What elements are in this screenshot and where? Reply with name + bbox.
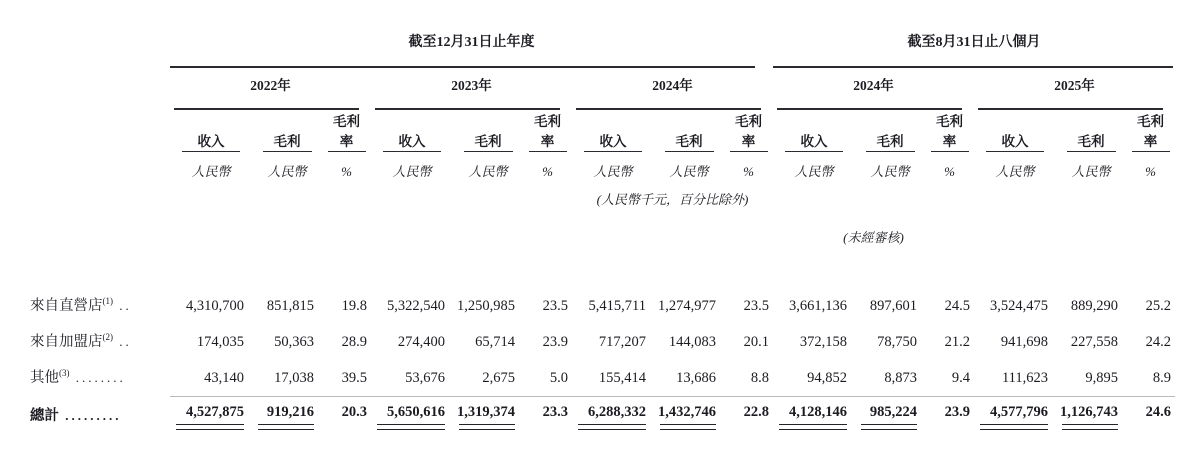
value-cell (974, 334, 1056, 358)
value-cell (974, 402, 1056, 430)
year-rule (576, 96, 761, 110)
column-header-revenue: 收入 (197, 134, 225, 149)
unit-rmb: 人民幣 (995, 164, 1035, 179)
period-group-header-row (30, 28, 1204, 54)
value-text: 24.2 (1145, 334, 1171, 350)
unit-percent: % (743, 164, 754, 179)
value-text: 155,414 (598, 370, 646, 386)
value-text: 25.2 (1145, 298, 1171, 314)
value-cell (252, 298, 322, 322)
unit-percent: % (341, 164, 352, 179)
value-text: 23.9 (944, 404, 970, 420)
value-text: 8.8 (750, 370, 769, 386)
value-text: 24.6 (1145, 404, 1171, 420)
value-cell (855, 370, 925, 394)
value-text: 5,415,711 (588, 298, 646, 314)
double-underline (377, 424, 445, 430)
value-cell (170, 370, 252, 394)
column-header-gross-margin: 毛利率 (735, 114, 762, 149)
value-cell (322, 402, 371, 421)
unit-rmb: 人民幣 (191, 164, 231, 179)
column-header-revenue: 收入 (398, 134, 426, 149)
double-underline (660, 424, 716, 430)
value-cell (322, 298, 371, 322)
double-underline (176, 424, 244, 430)
value-cell (453, 402, 523, 430)
value-cell (724, 334, 773, 358)
year-rule (777, 96, 962, 110)
unaudited-note: (未經審核) (843, 230, 904, 245)
value-cell (925, 298, 974, 322)
value-cell (1126, 334, 1175, 358)
value-text: 111,623 (1001, 370, 1048, 386)
value-text: 174,035 (196, 334, 244, 350)
group-rule-eight-months (773, 52, 1173, 68)
value-cell (925, 334, 974, 358)
table-row (30, 286, 1204, 322)
value-cell (322, 334, 371, 358)
year-2024: 2024年 (652, 78, 693, 93)
row-label-text: 來自加盟店 (30, 334, 103, 350)
value-text: 227,558 (1070, 334, 1118, 350)
table-row (30, 322, 1204, 358)
year-header-row (30, 68, 1204, 98)
column-header-gross-margin: 毛利率 (534, 114, 561, 149)
unit-rmb: 人民幣 (392, 164, 432, 179)
value-cell (1056, 334, 1126, 358)
value-text: 3,661,136 (789, 298, 847, 314)
column-header-revenue: 收入 (800, 134, 828, 149)
unit-note-row (30, 182, 1204, 208)
unit-rmb: 人民幣 (669, 164, 709, 179)
column-rule (572, 151, 654, 152)
value-cell (654, 370, 724, 394)
value-text: 24.5 (944, 298, 970, 314)
value-text: 78,750 (877, 334, 917, 350)
value-cell (925, 402, 974, 421)
value-text: 919,216 (266, 404, 314, 420)
value-text: 8.9 (1152, 370, 1171, 386)
value-text: 6,288,332 (588, 404, 646, 420)
value-cell (170, 402, 252, 430)
table-body (30, 286, 1204, 432)
value-cell (1056, 298, 1126, 322)
unit-percent: % (1145, 164, 1156, 179)
value-cell (654, 298, 724, 322)
unit-percent: % (542, 164, 553, 179)
value-text: 22.8 (743, 404, 769, 420)
value-text: 5,322,540 (387, 298, 445, 314)
double-underline (861, 424, 917, 430)
value-cell (572, 298, 654, 322)
value-text: 851,815 (266, 298, 314, 314)
value-cell (773, 402, 855, 430)
unit-rmb: 人民幣 (267, 164, 307, 179)
value-text: 4,310,700 (186, 298, 244, 314)
row-label-text: 來自直營店 (30, 298, 103, 314)
double-underline (1062, 424, 1118, 430)
value-cell (773, 370, 855, 394)
column-header-gross-profit: 毛利 (876, 134, 904, 149)
value-text: 1,274,977 (658, 298, 716, 314)
value-text: 5,650,616 (387, 404, 445, 420)
value-cell (1126, 298, 1175, 322)
year-rule (978, 96, 1163, 110)
group-rule-annual (170, 52, 755, 68)
value-text: 1,126,743 (1060, 404, 1118, 420)
value-text: 28.9 (341, 334, 367, 350)
value-cell (453, 370, 523, 394)
value-cell (453, 334, 523, 358)
double-underline (980, 424, 1048, 430)
group-header-rule-row (30, 54, 1204, 68)
value-text: 5.0 (549, 370, 568, 386)
value-text: 4,128,146 (789, 404, 847, 420)
value-cell (371, 370, 453, 394)
column-header-gross-margin: 毛利率 (936, 114, 963, 149)
column-header-gross-margin: 毛利率 (1137, 114, 1164, 149)
row-label (30, 366, 170, 394)
row-label (30, 402, 170, 425)
value-cell (855, 298, 925, 322)
column-header-gross-profit: 毛利 (474, 134, 502, 149)
value-cell (170, 334, 252, 358)
year-rule-row (30, 98, 1204, 110)
value-text: 897,601 (869, 298, 917, 314)
unaudited-note-row (30, 208, 1204, 248)
dot-leader: .. (113, 298, 132, 313)
row-label (30, 294, 170, 322)
value-text: 941,698 (1000, 334, 1048, 350)
value-cell (170, 298, 252, 322)
row-label-text: 總計 (30, 408, 59, 424)
double-underline (578, 424, 646, 430)
value-cell (654, 334, 724, 358)
double-underline (459, 424, 515, 430)
column-rule (773, 151, 855, 152)
value-cell (523, 334, 572, 358)
column-rule (523, 151, 572, 152)
value-cell (572, 334, 654, 358)
row-label (30, 330, 170, 358)
value-cell (1056, 370, 1126, 394)
column-rule (855, 151, 925, 152)
column-rule (1126, 151, 1175, 152)
unit-rmb: 人民幣 (1071, 164, 1111, 179)
value-text: 23.5 (542, 298, 568, 314)
value-text: 39.5 (341, 370, 367, 386)
column-header-gross-profit: 毛利 (675, 134, 703, 149)
column-rule (925, 151, 974, 152)
footnote-marker: (3) (59, 368, 70, 379)
double-underline (258, 424, 314, 430)
column-rule (322, 151, 371, 152)
value-text: 50,363 (274, 334, 314, 350)
column-rule (1056, 151, 1126, 152)
value-text: 1,319,374 (457, 404, 515, 420)
unit-rmb: 人民幣 (593, 164, 633, 179)
column-header-revenue: 收入 (1001, 134, 1029, 149)
period-group-annual: 截至12月31日止年度 (408, 35, 535, 50)
value-text: 8,873 (884, 370, 917, 386)
total-separator-row (30, 394, 1204, 402)
value-cell (1126, 370, 1175, 394)
value-cell (855, 402, 925, 430)
value-text: 1,432,746 (658, 404, 716, 420)
column-header-gross-margin: 毛利率 (333, 114, 360, 149)
value-cell (252, 370, 322, 394)
value-text: 17,038 (274, 370, 314, 386)
year-2025-8m: 2025年 (1054, 78, 1095, 93)
value-cell (572, 402, 654, 430)
row-label-text: 其他 (30, 370, 59, 386)
value-cell (523, 370, 572, 394)
column-rule (724, 151, 773, 152)
value-text: 889,290 (1070, 298, 1118, 314)
value-cell (724, 298, 773, 322)
unit-rmb: 人民幣 (468, 164, 508, 179)
value-cell (974, 370, 1056, 394)
value-text: 3,524,475 (990, 298, 1048, 314)
footnote-marker: (2) (102, 332, 113, 343)
unit-rmb: 人民幣 (794, 164, 834, 179)
value-text: 20.3 (341, 404, 367, 420)
value-cell (855, 334, 925, 358)
header-body-spacer (30, 248, 1204, 286)
value-text: 94,852 (807, 370, 847, 386)
dot-leader: ........ (69, 370, 126, 385)
column-rule (654, 151, 724, 152)
value-text: 43,140 (204, 370, 244, 386)
unit-rmb: 人民幣 (870, 164, 910, 179)
footnote-marker: (1) (102, 296, 113, 307)
value-cell (523, 298, 572, 322)
value-cell (773, 334, 855, 358)
value-text: 21.2 (944, 334, 970, 350)
column-rule (252, 151, 322, 152)
value-text: 274,400 (397, 334, 445, 350)
unit-percent: % (944, 164, 955, 179)
value-text: 20.1 (743, 334, 769, 350)
column-rule (453, 151, 523, 152)
value-text: 1,250,985 (457, 298, 515, 314)
units-row (30, 152, 1204, 182)
total-row (30, 402, 1204, 432)
value-cell (523, 402, 572, 421)
value-text: 19.8 (341, 298, 367, 314)
column-header-row (30, 110, 1204, 149)
value-cell (773, 298, 855, 322)
value-cell (724, 370, 773, 394)
value-text: 985,224 (869, 404, 917, 420)
value-text: 53,676 (405, 370, 445, 386)
value-text: 372,158 (799, 334, 847, 350)
column-header-revenue: 收入 (599, 134, 627, 149)
year-2022: 2022年 (250, 78, 291, 93)
period-group-eight-months: 截至8月31日止八個月 (907, 35, 1041, 50)
column-rule (371, 151, 453, 152)
value-cell (371, 334, 453, 358)
year-2023: 2023年 (451, 78, 492, 93)
value-cell (1056, 402, 1126, 430)
value-cell (1126, 402, 1175, 421)
value-text: 2,675 (482, 370, 515, 386)
value-cell (654, 402, 724, 430)
value-cell (453, 298, 523, 322)
value-text: 23.9 (542, 334, 568, 350)
value-text: 9.4 (951, 370, 970, 386)
value-text: 65,714 (475, 334, 515, 350)
year-rule (174, 96, 359, 110)
value-text: 144,083 (668, 334, 716, 350)
unit-note: (人民幣千元，百分比除外) (596, 192, 749, 207)
column-rule (170, 151, 252, 152)
value-text: 23.3 (542, 404, 568, 420)
value-cell (572, 370, 654, 394)
value-text: 13,686 (676, 370, 716, 386)
year-rule (375, 96, 560, 110)
value-cell (252, 334, 322, 358)
double-underline (779, 424, 847, 430)
value-text: 4,527,875 (186, 404, 244, 420)
year-2024-8m: 2024年 (853, 78, 894, 93)
value-text: 717,207 (598, 334, 646, 350)
value-text: 4,577,796 (990, 404, 1048, 420)
column-header-gross-profit: 毛利 (1077, 134, 1105, 149)
value-cell (974, 298, 1056, 322)
value-text: 23.5 (743, 298, 769, 314)
value-cell (371, 298, 453, 322)
column-header-gross-profit: 毛利 (273, 134, 301, 149)
column-rule (974, 151, 1056, 152)
value-cell (371, 402, 453, 430)
total-separator-rule (170, 395, 1175, 397)
value-cell (322, 370, 371, 394)
dot-leader: ......... (59, 408, 122, 423)
value-cell (252, 402, 322, 430)
value-cell (724, 402, 773, 421)
table-row (30, 358, 1204, 394)
value-cell (925, 370, 974, 394)
dot-leader: .. (113, 334, 132, 349)
value-text: 9,895 (1085, 370, 1118, 386)
